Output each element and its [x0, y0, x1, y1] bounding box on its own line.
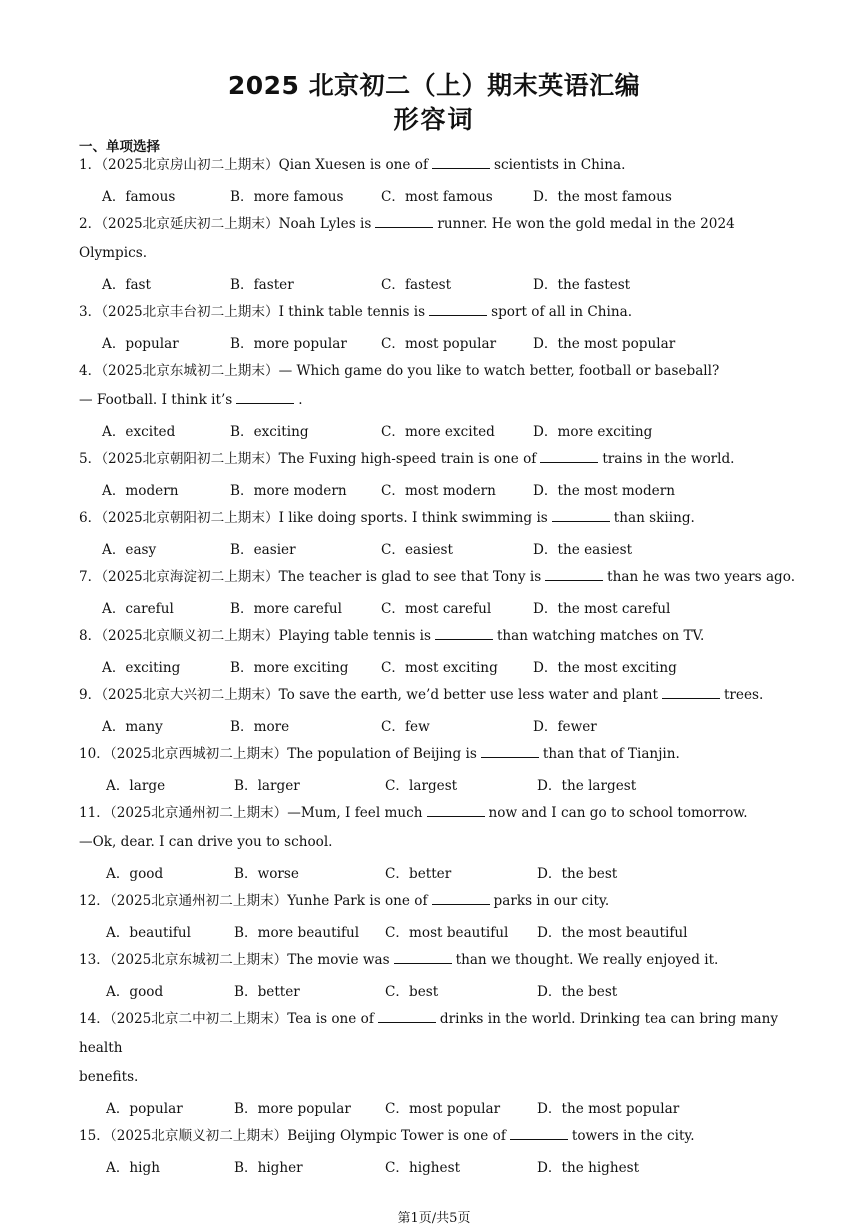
question-stem	[79, 151, 799, 180]
answer-blank	[432, 156, 490, 169]
option-c: C．largest	[385, 778, 458, 794]
option-c: C．highest	[385, 1160, 461, 1176]
option-a: A．exciting	[102, 660, 181, 676]
question-list	[79, 151, 799, 1181]
answer-options	[79, 975, 799, 1005]
question-stem	[79, 1122, 799, 1151]
option-a: A．many	[102, 719, 163, 735]
option-c: C．most famous	[381, 189, 493, 205]
answer-options	[79, 415, 799, 445]
question-item	[79, 210, 799, 298]
question-text: The movie was	[287, 952, 390, 968]
question-text: The population of Beijing is	[287, 746, 477, 762]
option-b: B．higher	[234, 1160, 303, 1176]
question-item	[79, 799, 799, 887]
option-a: A．good	[106, 984, 164, 1000]
option-b: B．more modern	[230, 483, 347, 499]
option-a: A．popular	[102, 336, 179, 352]
option-d: D．fewer	[533, 719, 597, 735]
option-d: D．the easiest	[533, 542, 633, 558]
option-b: B．more beautiful	[234, 925, 360, 941]
answer-options	[79, 268, 799, 298]
option-b: B．better	[234, 984, 300, 1000]
question-source: （2025北京通州初二上期末）	[109, 805, 288, 821]
option-c: C．fastest	[381, 277, 452, 293]
question-text-continued: drinks in the world. Drinking tea can bring many health	[79, 1011, 779, 1056]
question-number: 15．	[79, 1128, 110, 1144]
answer-options	[79, 592, 799, 622]
question-number: 7．	[79, 569, 102, 585]
question-text-continued: than skiing.	[613, 510, 695, 526]
answer-blank	[429, 303, 487, 316]
question-item	[79, 1005, 799, 1122]
option-c: C．most popular	[381, 336, 497, 352]
option-d: D．more exciting	[533, 424, 653, 440]
option-b: B．more famous	[230, 189, 344, 205]
option-c: C．more excited	[381, 424, 495, 440]
question-item	[79, 298, 799, 357]
answer-blank	[394, 951, 452, 964]
option-d: D．the most famous	[533, 189, 672, 205]
answer-blank	[427, 804, 485, 817]
question-number: 5．	[79, 451, 102, 467]
answer-blank	[662, 686, 720, 699]
question-item	[79, 887, 799, 946]
option-a: A．fast	[102, 277, 151, 293]
question-source: （2025北京丰台初二上期末）	[101, 304, 279, 320]
question-number: 3．	[79, 304, 102, 320]
option-d: D．the best	[537, 866, 618, 882]
question-number: 6．	[79, 510, 102, 526]
option-b: B．worse	[234, 866, 299, 882]
question-text: —Mum, I feel much	[287, 805, 423, 821]
answer-options	[79, 327, 799, 357]
option-d: D．the highest	[537, 1160, 640, 1176]
question-text: Noah Lyles is	[278, 216, 372, 232]
question-source: （2025北京大兴初二上期末）	[101, 687, 279, 703]
question-text: — Football. I think it’s	[79, 392, 233, 408]
question-text-continued: towers in the city.	[571, 1128, 695, 1144]
option-b: B．more exciting	[230, 660, 349, 676]
option-c: C．few	[381, 719, 430, 735]
question-source: （2025北京通州初二上期末）	[109, 893, 288, 909]
question-stem	[79, 210, 799, 268]
question-item	[79, 1122, 799, 1181]
question-text-continued: than he was two years ago.	[607, 569, 796, 585]
option-d: D．the best	[537, 984, 618, 1000]
question-text: The Fuxing high-speed train is one of	[278, 451, 537, 467]
answer-options	[79, 710, 799, 740]
question-source: （2025北京海淀初二上期末）	[101, 569, 279, 585]
option-a: A．modern	[102, 483, 179, 499]
question-text: —Ok, dear. I can drive you to school.	[79, 834, 333, 850]
option-d: D．the most exciting	[533, 660, 677, 676]
option-a: A．easy	[102, 542, 157, 558]
question-text: The teacher is glad to see that Tony is	[278, 569, 542, 585]
option-c: C．most careful	[381, 601, 492, 617]
question-item	[79, 445, 799, 504]
option-b: B．easier	[230, 542, 296, 558]
question-stem	[79, 563, 799, 592]
question-text: benefits.	[79, 1069, 139, 1085]
question-item	[79, 622, 799, 681]
option-d: D．the largest	[537, 778, 637, 794]
question-source: （2025北京房山初二上期末）	[101, 157, 279, 173]
question-text-continued: sport of all in China.	[491, 304, 633, 320]
question-text-continued: than that of Tianjin.	[542, 746, 680, 762]
question-number: 9．	[79, 687, 102, 703]
question-text: I like doing sports. I think swimming is	[278, 510, 548, 526]
document-subtitle: 形容词	[393, 105, 475, 134]
question-item	[79, 151, 799, 210]
answer-blank	[481, 745, 539, 758]
option-d: D．the most popular	[537, 1101, 680, 1117]
question-stem	[79, 298, 799, 327]
answer-blank	[432, 892, 490, 905]
option-a: A．beautiful	[106, 925, 191, 941]
question-item	[79, 740, 799, 799]
question-stem	[79, 946, 799, 975]
question-second-line	[79, 1063, 799, 1092]
question-number: 2．	[79, 216, 102, 232]
question-source: （2025北京顺义初二上期末）	[101, 628, 279, 644]
answer-options	[79, 651, 799, 681]
option-a: A．famous	[102, 189, 176, 205]
section-heading: 一、单项选择	[79, 139, 160, 155]
question-stem	[79, 740, 799, 769]
question-text-continued: scientists in China.	[494, 157, 626, 173]
question-text-continued: now and I can go to school tomorrow.	[488, 805, 748, 821]
answer-blank	[510, 1127, 568, 1140]
answer-options	[79, 474, 799, 504]
option-d: D．the most modern	[533, 483, 675, 499]
option-d: D．the most popular	[533, 336, 676, 352]
option-b: B．faster	[230, 277, 294, 293]
option-c: C．most exciting	[381, 660, 498, 676]
question-text: Beijing Olympic Tower is one of	[287, 1128, 506, 1144]
question-source: （2025北京东城初二上期末）	[109, 952, 288, 968]
question-source: （2025北京东城初二上期末）	[101, 363, 279, 379]
question-item	[79, 946, 799, 1005]
question-text-continued: than watching matches on TV.	[496, 628, 705, 644]
option-c: C．most modern	[381, 483, 496, 499]
question-text: Yunhe Park is one of	[287, 893, 428, 909]
question-source: （2025北京朝阳初二上期末）	[101, 451, 279, 467]
option-c: C．easiest	[381, 542, 453, 558]
question-number: 4．	[79, 363, 102, 379]
question-number: 8．	[79, 628, 102, 644]
question-text-continued: trees.	[723, 687, 764, 703]
option-a: A．popular	[106, 1101, 183, 1117]
answer-options	[79, 533, 799, 563]
option-c: C．most beautiful	[385, 925, 509, 941]
question-number: 1．	[79, 157, 102, 173]
question-text: Tea is one of	[287, 1011, 374, 1027]
answer-blank	[435, 627, 493, 640]
question-text: — Which game do you like to watch better, football or baseball?	[278, 363, 720, 379]
question-text: Qian Xuesen is one of	[278, 157, 428, 173]
question-item	[79, 563, 799, 622]
option-b: B．exciting	[230, 424, 309, 440]
option-b: B．more careful	[230, 601, 342, 617]
answer-blank	[540, 450, 598, 463]
answer-options	[79, 1151, 799, 1181]
question-source: （2025北京延庆初二上期末）	[101, 216, 279, 232]
answer-options	[79, 769, 799, 799]
option-b: B．more popular	[230, 336, 347, 352]
question-text-continued: parks in our city.	[493, 893, 610, 909]
answer-blank	[236, 391, 294, 404]
question-text-continued: runner. He won the gold medal in the 2024 Olympics.	[79, 216, 735, 261]
question-text-continued: .	[298, 392, 303, 408]
question-source: （2025北京朝阳初二上期末）	[101, 510, 279, 526]
answer-blank	[375, 215, 433, 228]
question-source: （2025北京西城初二上期末）	[109, 746, 288, 762]
question-number: 11．	[79, 805, 110, 821]
question-stem	[79, 357, 799, 386]
option-b: B．more	[230, 719, 290, 735]
question-stem	[79, 622, 799, 651]
option-a: A．high	[106, 1160, 160, 1176]
question-text: Playing table tennis is	[278, 628, 431, 644]
question-stem	[79, 887, 799, 916]
question-item	[79, 681, 799, 740]
option-d: D．the fastest	[533, 277, 631, 293]
question-second-line	[79, 386, 799, 415]
option-a: A．excited	[102, 424, 176, 440]
option-a: A．large	[106, 778, 166, 794]
question-item	[79, 504, 799, 563]
answer-options	[79, 180, 799, 210]
question-source: （2025北京顺义初二上期末）	[109, 1128, 288, 1144]
answer-blank	[378, 1010, 436, 1023]
question-stem	[79, 681, 799, 710]
question-number: 13．	[79, 952, 110, 968]
question-stem	[79, 504, 799, 533]
question-item	[79, 357, 799, 445]
option-d: D．the most beautiful	[537, 925, 688, 941]
question-text-continued: trains in the world.	[602, 451, 735, 467]
question-stem	[79, 1005, 799, 1063]
option-a: A．good	[106, 866, 164, 882]
option-a: A．careful	[102, 601, 174, 617]
document-title: 2025 北京初二（上）期末英语汇编	[227, 71, 641, 100]
question-text: I think table tennis is	[278, 304, 426, 320]
answer-blank	[552, 509, 610, 522]
question-text-continued: than we thought. We really enjoyed it.	[455, 952, 719, 968]
question-stem	[79, 799, 799, 828]
question-stem	[79, 445, 799, 474]
question-number: 10．	[79, 746, 110, 762]
question-number: 14．	[79, 1011, 110, 1027]
answer-options	[79, 916, 799, 946]
option-d: D．the most careful	[533, 601, 671, 617]
question-source: （2025北京二中初二上期末）	[109, 1011, 288, 1027]
option-b: B．larger	[234, 778, 300, 794]
option-c: C．best	[385, 984, 439, 1000]
page-number: 第1页/共5页	[397, 1211, 471, 1226]
option-c: C．most popular	[385, 1101, 501, 1117]
answer-options	[79, 857, 799, 887]
option-c: C．better	[385, 866, 452, 882]
question-text: To save the earth, we’d better use less water and plant	[278, 687, 658, 703]
question-second-line	[79, 828, 799, 857]
question-number: 12．	[79, 893, 110, 909]
answer-blank	[545, 568, 603, 581]
answer-options	[79, 1092, 799, 1122]
option-b: B．more popular	[234, 1101, 351, 1117]
